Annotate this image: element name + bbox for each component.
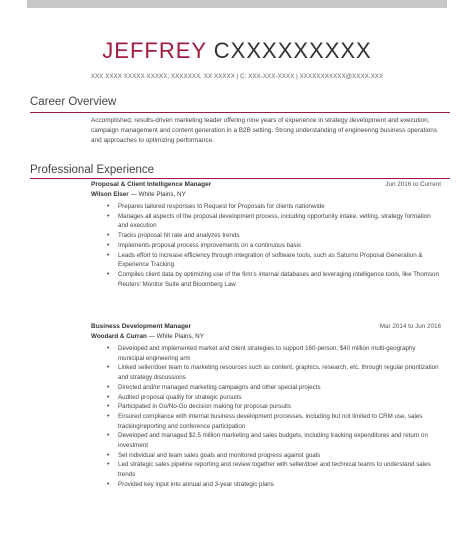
job-title: Proposal & Client Intelligence Manager	[91, 181, 212, 188]
location-separator: —	[130, 191, 139, 198]
section-divider	[30, 112, 450, 113]
list-item: • Linked seller/doer team to marketing resources such as content, graphics, research, etc. through regular prioritization and strategy discussions	[91, 363, 441, 382]
list-item: • Leads effort to increase efficiency through integration of software tools, such as Saturno Proposal Generation & Experience Tracking	[91, 251, 441, 270]
job-title-row	[91, 181, 441, 191]
job-title-row	[91, 323, 441, 333]
top-bar	[27, 0, 447, 8]
first-name: JEFFREY	[102, 38, 207, 63]
career-overview-text: Accomplished, results-driven marketing leader offering nine years of experience in strategy development and execution, campaign management and content generation in a B2B setting. Strong understanding of engineering business operations and approaches to optimizing performance.	[91, 117, 438, 144]
list-item: • Tracks proposal hit rate and analyzes trends	[91, 231, 441, 241]
location-separator: —	[148, 333, 157, 340]
job-bullets	[91, 344, 441, 490]
list-item: • Participated in Go/No-Go decision making for proposal pursuits	[91, 402, 441, 412]
list-item: • Set individual and team sales goals and monitored progress against goals	[91, 451, 441, 461]
list-item: • Prepares tailored responses to Request for Proposals for clients nationwide	[91, 202, 441, 212]
section-divider	[30, 178, 450, 179]
career-overview-heading: Career Overview	[30, 96, 117, 108]
job-dates: Mar 2014 to Jun 2016	[379, 323, 441, 330]
company-name: Wilson Elser	[91, 191, 129, 198]
job-entry	[91, 323, 441, 490]
company-name: Woodard & Curran	[91, 333, 147, 340]
list-item: • Provided key input into annual and 3-year strategic plans	[91, 480, 441, 490]
company-location: White Plains, NY	[138, 191, 186, 198]
contact-info: XXX XXXX XXXXX XXXXX, XXXXXXX, XX XXXXX | C: XXX-XXX-XXXX | XXXXXXXXXXX@XXXX.XXX	[90, 73, 384, 80]
list-item: • Audited proposal quality for strategic pursuits	[91, 393, 441, 403]
job-entry	[91, 181, 441, 289]
job-title: Business Development Manager	[91, 323, 192, 330]
company-location: White Plains, NY	[156, 333, 204, 340]
professional-experience-heading: Professional Experience	[30, 164, 155, 176]
list-item: • Compiles client data by optimizing use of the firm's internal databases and leveraging intelligence tools, like Thomson Reuters' Monitor Suite and Bloomberg Law	[91, 270, 441, 289]
last-name: CXXXXXXXXX	[213, 38, 372, 63]
job-dates: Jun 2016 to Current	[385, 181, 441, 188]
list-item: • Ensured compliance with internal business development processes, including but not limited to CRM use, sales tracking/reporting and conference participation	[91, 412, 441, 431]
list-item: • Directed and/or managed marketing campaigns and other special projects	[91, 383, 441, 393]
list-item: • Implements proposal process improvements on a continuous basis	[91, 241, 441, 251]
list-item: • Led strategic sales pipeline reporting and review together with seller/doer and technical teams to understand sales trends	[91, 460, 441, 479]
job-bullets	[91, 202, 441, 289]
list-item: • Developed and implemented market and client strategies to support 160-person, $40 million multi-geography municipal engineering arm	[91, 344, 441, 363]
employer	[91, 191, 441, 201]
candidate-name	[0, 38, 474, 64]
list-item: • Developed and managed $2.5 million marketing and sales budgets, including tracking expenditures and return on investment	[91, 431, 441, 450]
employer	[91, 333, 441, 343]
list-item: • Manages all aspects of the proposal development process, including opportunity intake, vetting, strategy formation and execution	[91, 212, 441, 231]
